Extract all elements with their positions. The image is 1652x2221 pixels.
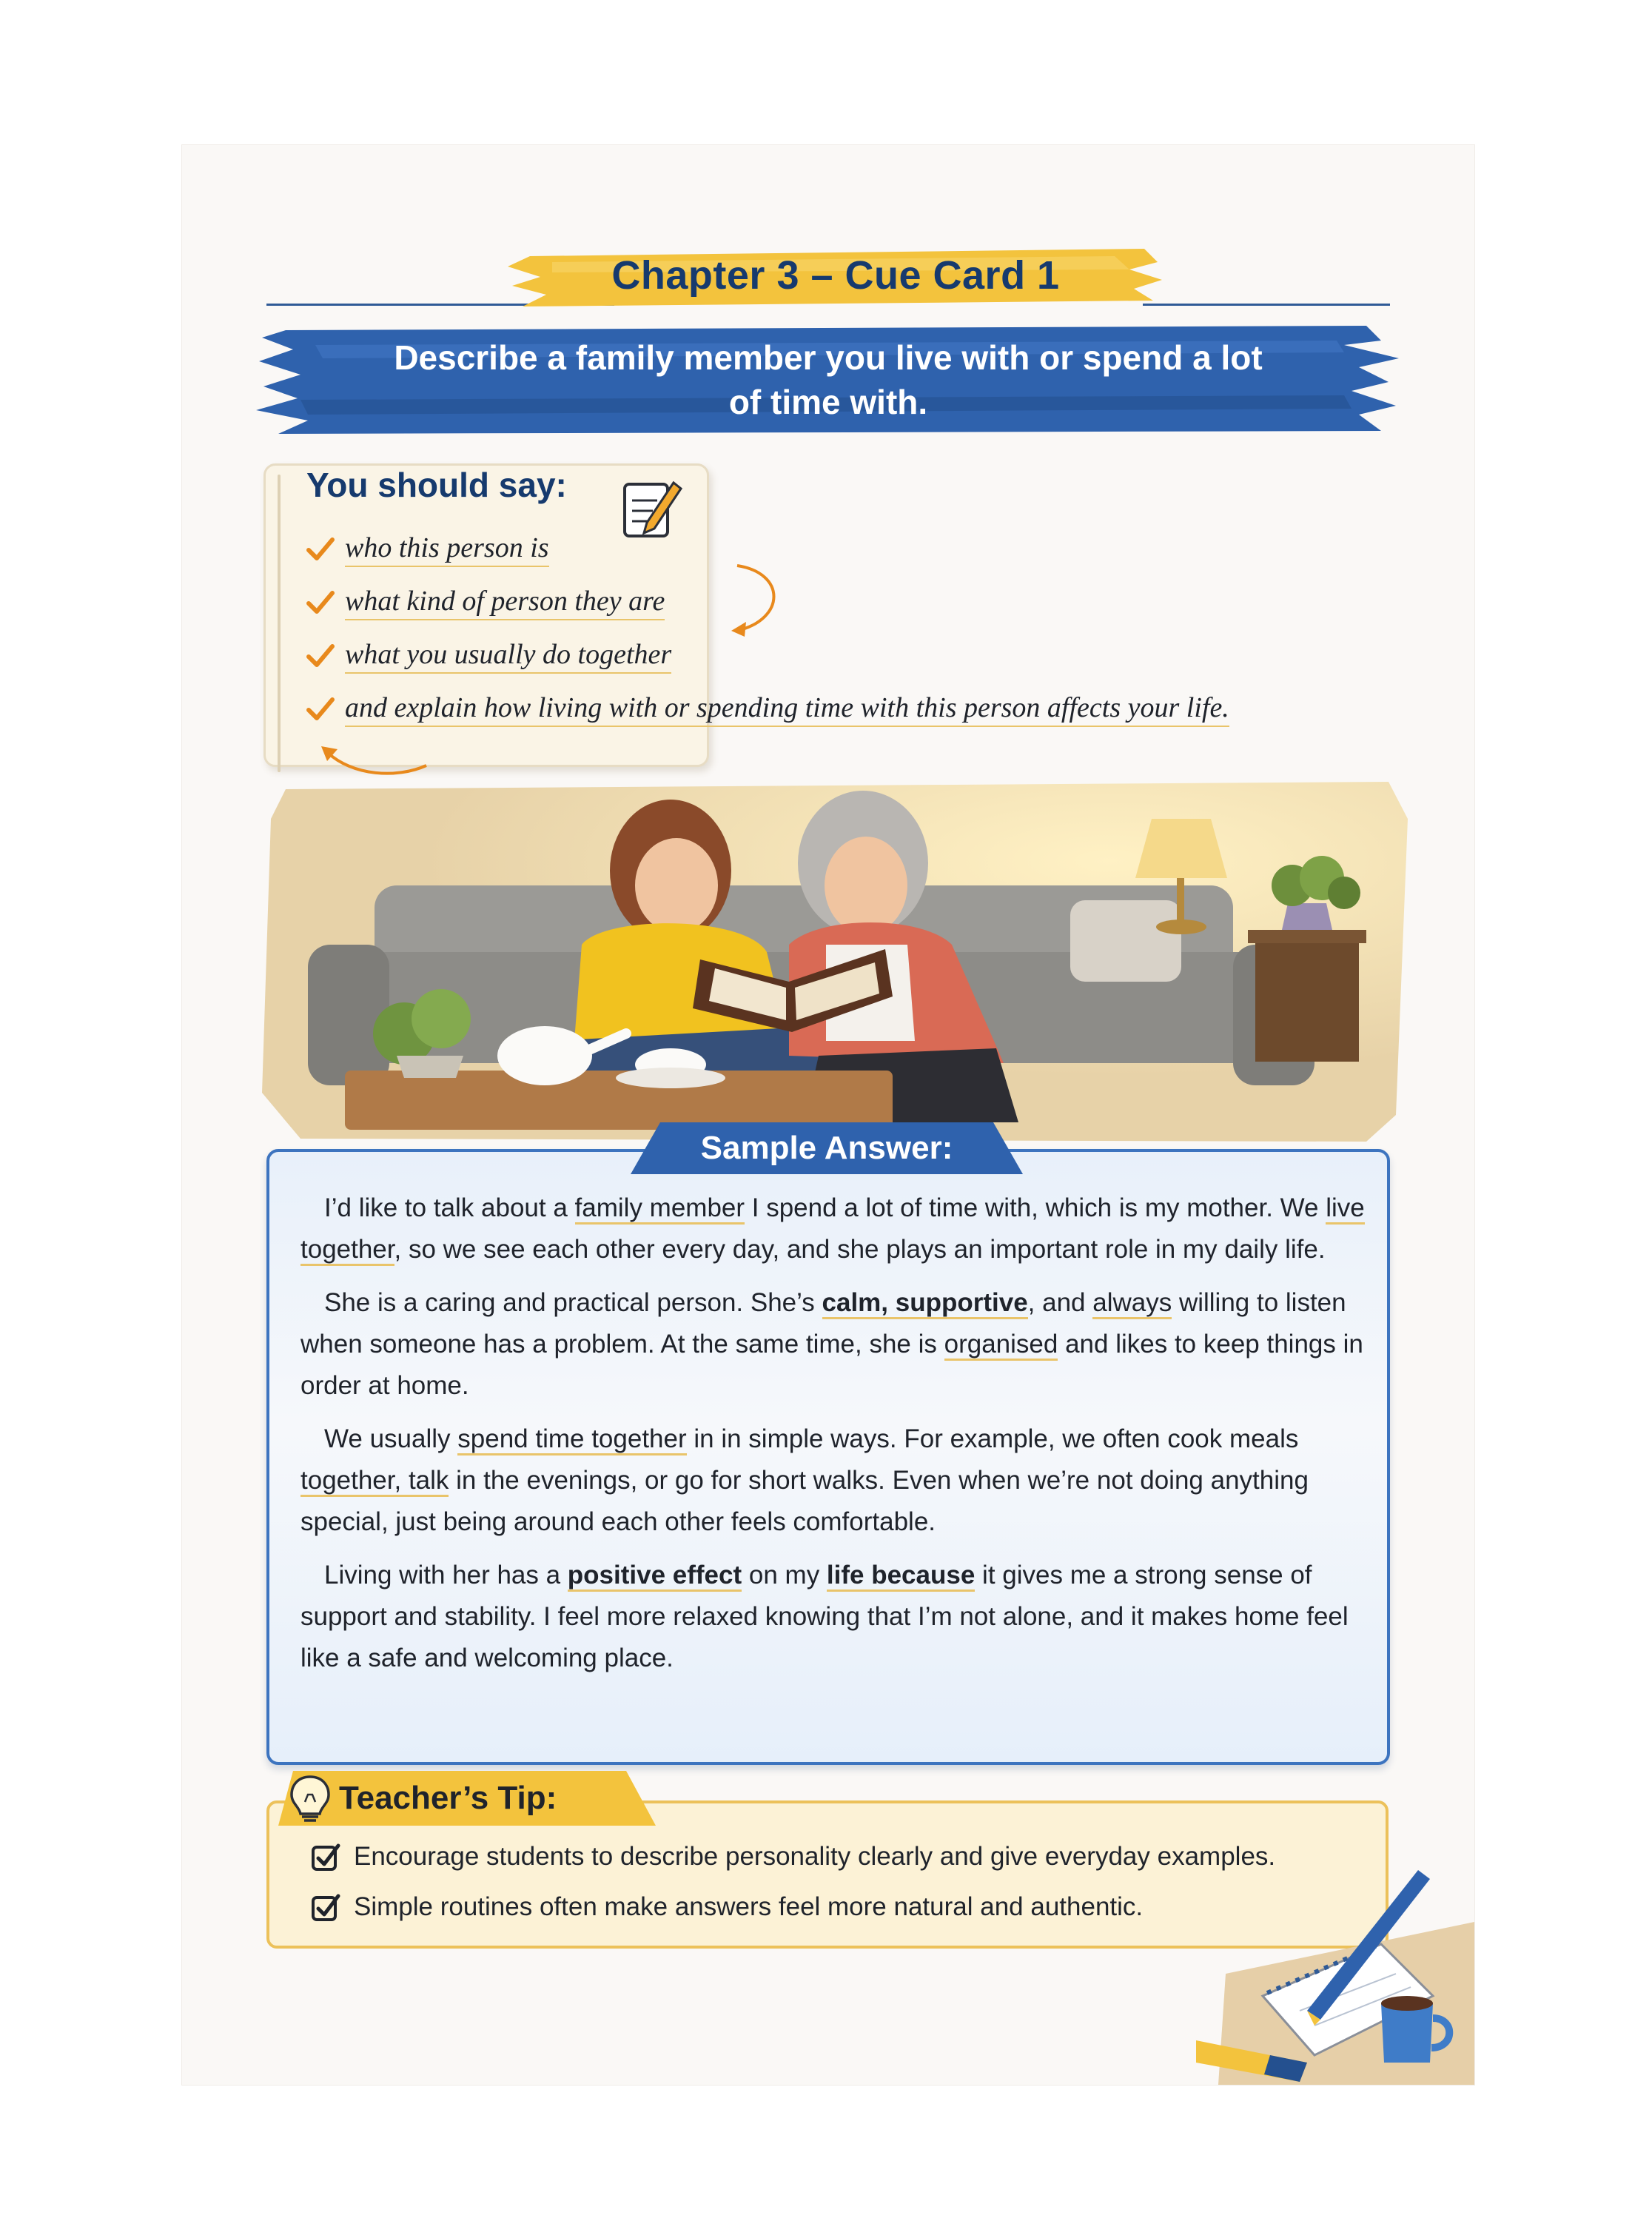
answer-text-segment: I’d like to talk about a xyxy=(324,1193,575,1222)
highlighted-phrase: positive effect xyxy=(568,1561,742,1592)
answer-text-segment: and likes to keep things in order at home. xyxy=(300,1330,1363,1400)
answer-text-segment: She is a caring and practical person. She’s xyxy=(324,1288,822,1317)
sample-answer-text xyxy=(300,1187,1366,1691)
check-icon xyxy=(306,537,335,562)
answer-text-segment: We usually xyxy=(324,1424,458,1453)
highlighted-phrase: calm, supportive xyxy=(822,1288,1028,1319)
answer-text-segment: Living with her has a xyxy=(324,1561,568,1589)
checkbox-icon xyxy=(311,1842,340,1872)
answer-paragraph xyxy=(300,1282,1366,1407)
highlighted-phrase: together, talk xyxy=(300,1466,449,1497)
answer-text-segment: in in simple ways. For example, we often cook meals xyxy=(686,1424,1299,1453)
highlighted-phrase: always xyxy=(1092,1288,1172,1319)
highlighted-phrase: life because xyxy=(827,1561,975,1592)
answer-paragraph xyxy=(300,1187,1366,1270)
desk-notebook-coffee-illustration xyxy=(1196,1840,1474,2085)
tip-text: Simple routines often make answers feel more natural and authentic. xyxy=(354,1892,1144,1921)
prompt-text: who this person is xyxy=(345,532,549,567)
teacher-tip-heading: Teacher’s Tip: xyxy=(339,1780,557,1816)
highlighted-phrase: spend time together xyxy=(457,1424,686,1455)
curved-arrow-icon xyxy=(715,560,796,641)
worksheet-page xyxy=(182,145,1474,2085)
check-icon xyxy=(306,697,335,722)
prompt-item xyxy=(306,683,1229,736)
curved-arrow-icon xyxy=(315,736,434,780)
chapter-title-banner xyxy=(508,240,1164,311)
teacher-tip-tab xyxy=(278,1771,656,1826)
answer-text-segment: in the evenings, or go for short walks. Even when we’re not doing anything special, just being around each other feels comfortable. xyxy=(300,1466,1309,1536)
prompt-text: what you usually do together xyxy=(345,638,671,674)
cue-card-topic: Describe a family member you live with or spend a lot of time with. xyxy=(394,338,1263,421)
answer-text-segment: it gives me a strong sense of support and stability. I feel more relaxed knowing that I’m not alone, and it makes home feel like a safe and welcoming place. xyxy=(300,1561,1349,1672)
family-reading-illustration xyxy=(256,774,1411,1145)
check-icon xyxy=(306,590,335,615)
chapter-title: Chapter 3 – Cue Card 1 xyxy=(611,253,1060,298)
highlighted-phrase: organised xyxy=(944,1330,1058,1361)
answer-paragraph xyxy=(300,1555,1366,1679)
highlighted-phrase: family member xyxy=(575,1193,745,1225)
prompt-heading: You should say: xyxy=(306,466,567,504)
tip-text: Encourage students to describe personality clearly and give everyday examples. xyxy=(354,1842,1276,1871)
sample-answer-tab xyxy=(631,1122,1023,1174)
answer-text-segment: I spend a lot of time with, which is my mother. We xyxy=(745,1193,1326,1222)
answer-text-segment: , so we see each other every day, and she plays an important role in my daily life. xyxy=(394,1235,1326,1264)
answer-text-segment: willing to listen when someone has a problem. At the same time, she is xyxy=(300,1288,1346,1359)
tip-item xyxy=(311,1832,1275,1882)
lightbulb-icon xyxy=(289,1774,332,1823)
tip-item xyxy=(311,1882,1275,1932)
teacher-tip-list xyxy=(311,1832,1275,1932)
sample-answer-heading: Sample Answer: xyxy=(700,1130,953,1166)
answer-text-segment: , and xyxy=(1027,1288,1093,1317)
answer-text-segment: on my xyxy=(742,1561,827,1589)
checkbox-icon xyxy=(311,1892,340,1922)
answer-paragraph xyxy=(300,1418,1366,1543)
topic-banner xyxy=(256,323,1400,437)
highlighted-phrase: live together xyxy=(300,1193,1365,1266)
title-rule-right xyxy=(1143,304,1390,306)
prompt-text: what kind of person they are xyxy=(345,585,665,620)
check-icon xyxy=(306,643,335,669)
prompt-text: and explain how living with or spending time with this person affects your life. xyxy=(345,691,1229,727)
